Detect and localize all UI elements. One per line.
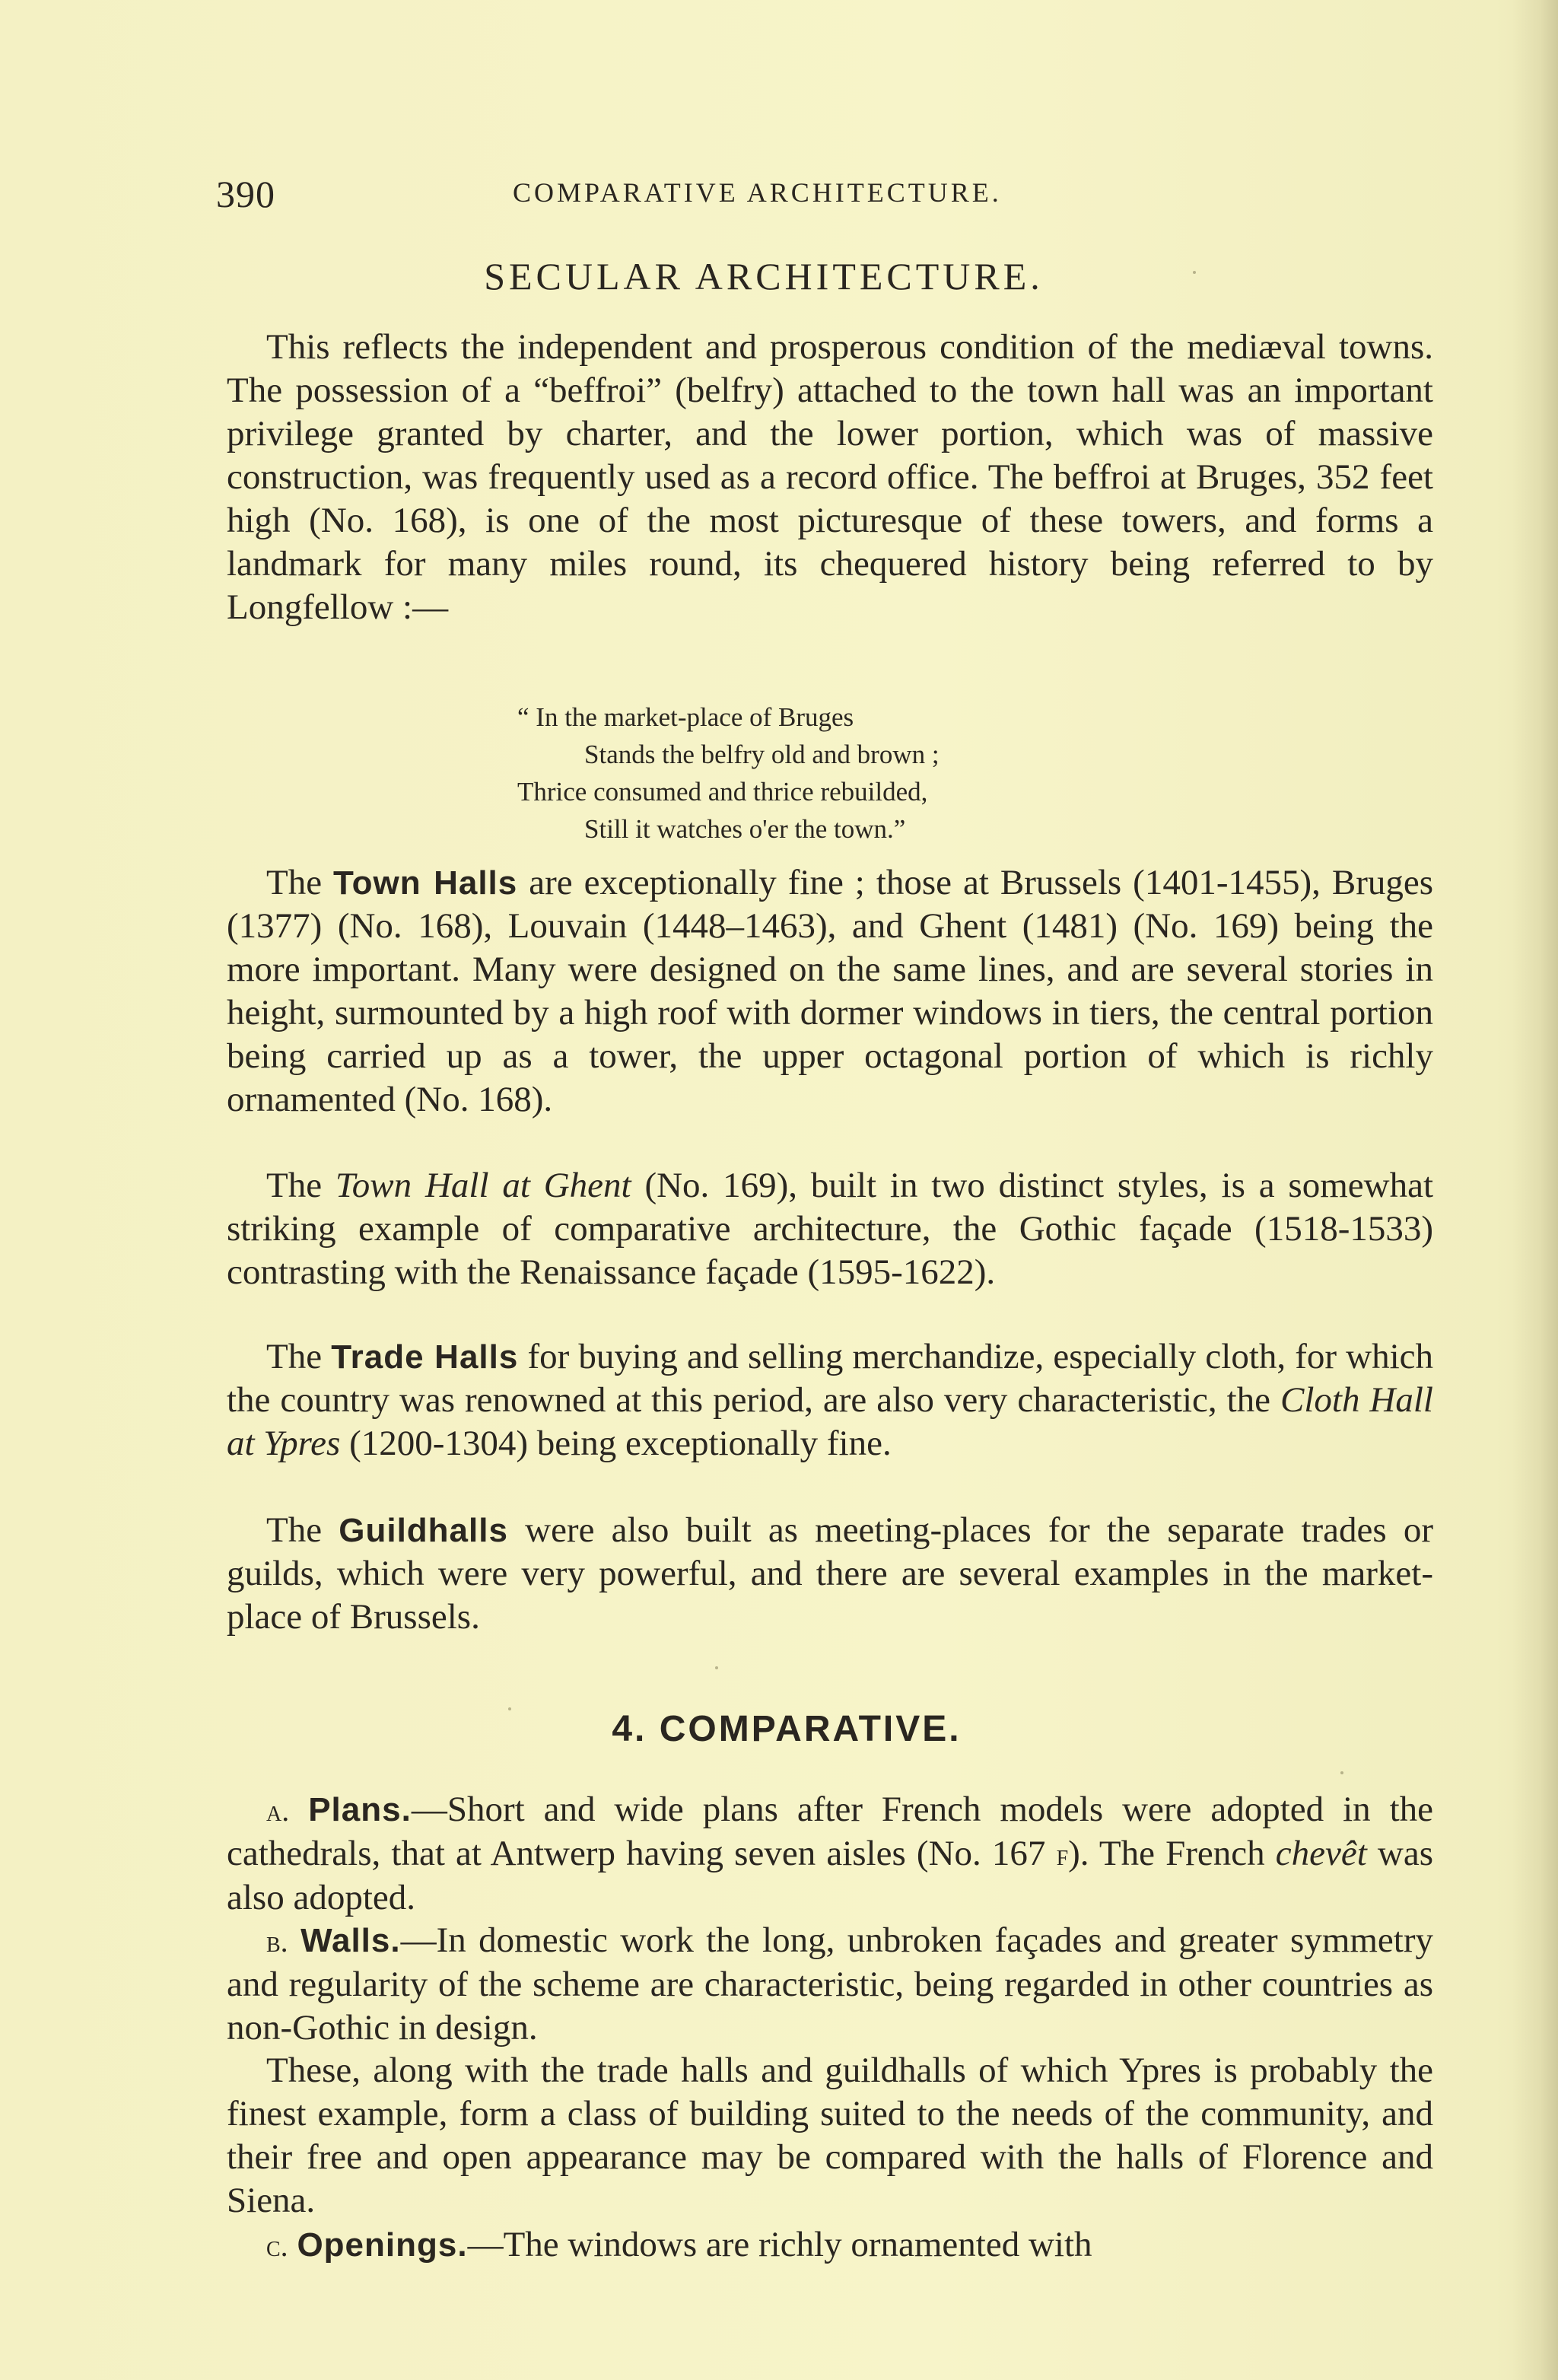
- paper-speck: [715, 1666, 718, 1669]
- term-chevet: chevêt: [1275, 1834, 1367, 1873]
- term-town-halls: Town Halls: [333, 864, 518, 902]
- quote-line: “ In the market-place of Bruges: [517, 702, 854, 732]
- figure-ref: f: [1056, 1838, 1069, 1872]
- paper-speck: [508, 1707, 511, 1710]
- paragraph-walls-continued: These, along with the trade halls and guildhalls of which Ypres is probably the finest example, form a class of building suited to the needs of the community, and their free and open appearance may be compared with the halls of Florence and Siena.: [227, 2051, 1433, 2220]
- term-cloth-hall-ypres: Cloth Hall at Ypres: [227, 1380, 1433, 1463]
- text-run: —Short and wide plans after French models were adopted in the cathedrals, that at Antwerp having seven aisles (No. 167: [227, 1790, 1434, 1873]
- term-plans: Plans.: [308, 1791, 412, 1828]
- text-run: The: [266, 1337, 332, 1376]
- text-run: are exceptionally fine ; those at Brussels (1401-1455), Bruges (1377) (No. 168), Louvain (1448–1463), and Ghent (1481) (No. 169) being the more important. Many were designed on the same lines, and are several stories in height, surmounted by a high roof with dormer windows in tiers, the central portion being carried up as a tower, the upper octagonal portion of which is richly ornamented (No. 168).: [227, 863, 1433, 1119]
- text-run: ). The French: [1068, 1834, 1276, 1873]
- item-letter: a.: [266, 1793, 290, 1828]
- paragraph-openings: [227, 2223, 1433, 2267]
- comparative-heading: 4. COMPARATIVE.: [612, 1709, 962, 1749]
- paragraph-plans: [227, 1788, 1433, 1920]
- longfellow-quote: [517, 698, 1202, 848]
- paper-speck: [1340, 1771, 1343, 1774]
- text-run: for buying and selling merchandize, especially cloth, for which the country was renowned at this period, are also very characteristic, the: [227, 1337, 1434, 1420]
- text-run: The: [266, 863, 334, 902]
- page-number: 390: [216, 173, 275, 215]
- term-walls: Walls.: [300, 1922, 401, 1959]
- text-run: was also adopted.: [227, 1834, 1434, 1917]
- section-title: SECULAR ARCHITECTURE.: [484, 255, 1044, 298]
- paragraph-walls: [227, 1919, 1433, 2050]
- quote-line: Thrice consumed and thrice rebuilded,: [517, 777, 928, 807]
- term-town-hall-ghent: Town Hall at Ghent: [335, 1166, 631, 1205]
- text-run: (No. 169), built in two distinct styles, is a somewhat striking example of comparative architecture, the Gothic façade (1518-1533) contrasting with the Renaissance façade (1595-1622).: [227, 1166, 1433, 1292]
- term-guildhalls: Guildhalls: [339, 1512, 508, 1549]
- paragraph-ghent: [227, 1164, 1433, 1294]
- quote-line: Still it watches o'er the town.”: [584, 814, 906, 844]
- term-openings: Openings.: [297, 2226, 468, 2264]
- text-run: were also built as meeting-places for the separate trades or guilds, which were very powerful, and there are several examples in the market-place of Brussels.: [227, 1510, 1433, 1637]
- text-run: (1200-1304) being exceptionally fine.: [340, 1424, 892, 1463]
- text-run: The: [266, 1510, 339, 1550]
- paragraph-belfry: This reflects the independent and prosperous condition of the mediæval towns. The possession of a “beffroi” (belfry) attached to the town hall was an important privilege granted by charter, and the lower portion, which was of massive construction, was frequently used as a record office. The beffroi at Bruges, 352 feet high (No. 168), is one of the most picturesque of these towers, and forms a landmark for many miles round, its chequered history being referred to by Longfellow :—: [227, 327, 1433, 627]
- running-head: [216, 166, 1433, 219]
- item-letter: c.: [266, 2229, 288, 2263]
- running-head-title: COMPARATIVE ARCHITECTURE.: [513, 177, 1002, 208]
- quote-line: Stands the belfry old and brown ;: [584, 740, 940, 769]
- paragraph-town-halls: [227, 861, 1433, 1122]
- paper-speck: [1193, 271, 1196, 274]
- text-run: —In domestic work the long, unbroken façades and greater symmetry and regularity of the scheme are characteristic, being regarded in other countries as non-Gothic in design.: [227, 1920, 1434, 2048]
- paragraph-guildhalls: [227, 1509, 1433, 1639]
- page-edge-shadow: [1512, 0, 1558, 2380]
- text-run: —The windows are richly ornamented with: [467, 2225, 1092, 2264]
- text-run: The: [266, 1166, 335, 1205]
- term-trade-halls: Trade Halls: [331, 1338, 519, 1376]
- item-letter: b.: [266, 1924, 288, 1958]
- paragraph-trade-halls: [227, 1335, 1433, 1465]
